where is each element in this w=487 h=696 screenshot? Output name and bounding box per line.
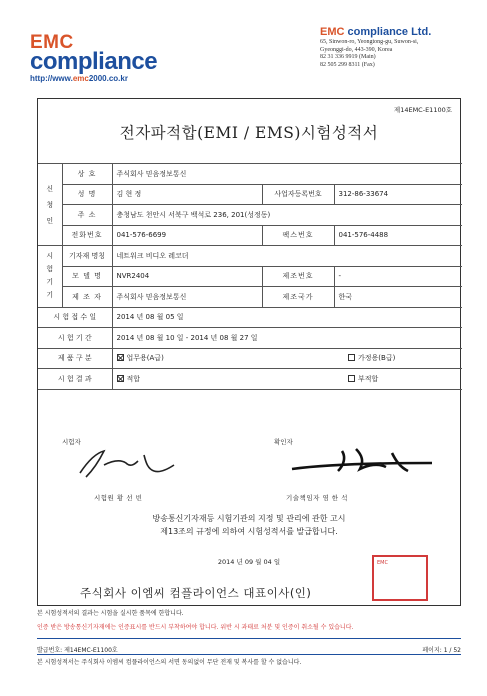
result-fail-option: 부적합	[262, 369, 462, 390]
address-value: 충청남도 천안시 서북구 백석로 236, 201(성정동)	[112, 205, 462, 226]
table-row	[38, 348, 462, 369]
table-row	[38, 369, 462, 390]
name-label: 성 명	[62, 184, 112, 205]
logo-url: http://www.emc2000.co.kr	[30, 74, 128, 83]
fax-label: 팩스번호	[262, 225, 334, 246]
table-row	[38, 287, 462, 308]
result-label: 시 험 결 과	[38, 369, 112, 390]
company-seal: EMC	[372, 555, 428, 601]
issue-number: 발급번호: 제14EMC-E1100호	[37, 647, 118, 654]
class-b-option: 가정용(B급)	[262, 348, 462, 369]
approver-signature	[282, 441, 452, 483]
copyright-note: 본 시험성적서는 주식회사 이엠씨 컴플라이언스의 서면 동의없이 무단 전재 및 복사를 할 수 없습니다.	[37, 659, 302, 666]
company-address: 65, Sinwon-ro, Yeongtong-gu, Suwon-si, Gyeonggi-do, 443-390, Korea 82 31 336 9919 (Main) 82 505 299 8311 (Fax)	[320, 39, 419, 68]
equipment-name-value: 네트워크 비디오 레코더	[112, 246, 462, 267]
certificate-frame	[37, 98, 461, 606]
receipt-value: 2014 년 08 월 05 일	[112, 307, 462, 328]
model-value: NVR2404	[112, 266, 262, 287]
ceo-signature-line: 주식회사 이엠씨 컴플라이언스 대표이사(인)	[80, 586, 312, 600]
issue-date: 2014 년 09 월 04 일	[217, 558, 281, 566]
phone-value: 041-576-6699	[112, 225, 262, 246]
table-row	[38, 225, 462, 246]
checked-box-icon	[117, 375, 124, 382]
tester-signature	[74, 443, 184, 483]
table-row	[38, 184, 462, 205]
page-number: 페이지: 1 / 52	[422, 647, 461, 654]
footer-divider-2	[37, 654, 461, 655]
fax-value: 041-576-4488	[334, 225, 462, 246]
serial-value: -	[334, 266, 462, 287]
receipt-label: 시 험 접 수 일	[38, 307, 112, 328]
unchecked-box-icon	[348, 354, 355, 361]
period-label: 시 험 기 간	[38, 328, 112, 349]
model-label: 모 델 명	[62, 266, 112, 287]
class-label: 제 품 구 분	[38, 348, 112, 369]
emc-logo	[30, 33, 157, 83]
declaration: 방송통신기자재등 시험기관의 지정 및 관리에 관한 고시 제13조의 규정에 의하여 시험성적서를 발급합니다.	[152, 514, 346, 536]
approver-name: 기술책임자 염 한 석	[286, 494, 348, 502]
equipment-group-label: 시험기기	[38, 246, 62, 308]
result-pass-option: 적합	[112, 369, 262, 390]
table-row	[38, 266, 462, 287]
equipment-name-label: 기자재 명칭	[62, 246, 112, 267]
note-result-scope: 본 시험성적서의 결과는 시험을 실시한 품목에 한합니다.	[37, 610, 184, 617]
company-name: EMC compliance Ltd.	[320, 26, 432, 38]
table-row	[38, 164, 462, 185]
tester-name: 시험원 황 선 빈	[94, 494, 143, 502]
approver-label: 확인자	[274, 438, 293, 446]
bizno-label: 사업자등록번호	[262, 184, 334, 205]
logo-emc: EMC	[30, 32, 74, 53]
bizno-value: 312-86-33674	[334, 184, 462, 205]
company-info	[320, 26, 431, 69]
info-table	[38, 163, 462, 390]
table-row	[38, 307, 462, 328]
footer-divider	[37, 638, 461, 639]
note-certification-warning: 인증 받은 방송통신기자재에는 인증표시를 반드시 부착하여야 합니다. 위반 시 과태료 처분 및 인증이 취소될 수 있습니다.	[37, 624, 354, 631]
table-row	[38, 328, 462, 349]
maker-value: 주식회사 믿음정보통신	[112, 287, 262, 308]
country-label: 제조국가	[262, 287, 334, 308]
maker-label: 제 조 자	[62, 287, 112, 308]
document-number: 제14EMC-E1100호	[393, 106, 452, 114]
address-label: 주 소	[62, 205, 112, 226]
logo-compliance: compliance	[30, 48, 158, 75]
phone-label: 전화번호	[62, 225, 112, 246]
period-value: 2014 년 08 월 10 일 - 2014 년 08 월 27 일	[112, 328, 462, 349]
table-row	[38, 246, 462, 267]
trade-name-label: 상 호	[62, 164, 112, 185]
name-value: 김 현 정	[112, 184, 262, 205]
unchecked-box-icon	[348, 375, 355, 382]
serial-label: 제조번호	[262, 266, 334, 287]
checked-box-icon	[117, 354, 124, 361]
trade-name-value: 주식회사 믿음정보통신	[112, 164, 462, 185]
class-a-option: 업무용(A급)	[112, 348, 262, 369]
applicant-group-label: 신청인	[38, 164, 62, 246]
table-row	[38, 205, 462, 226]
country-value: 한국	[334, 287, 462, 308]
page-title: 전자파적합(EMI / EMS)시험성적서	[119, 124, 379, 142]
tester-label: 시험자	[62, 438, 81, 446]
